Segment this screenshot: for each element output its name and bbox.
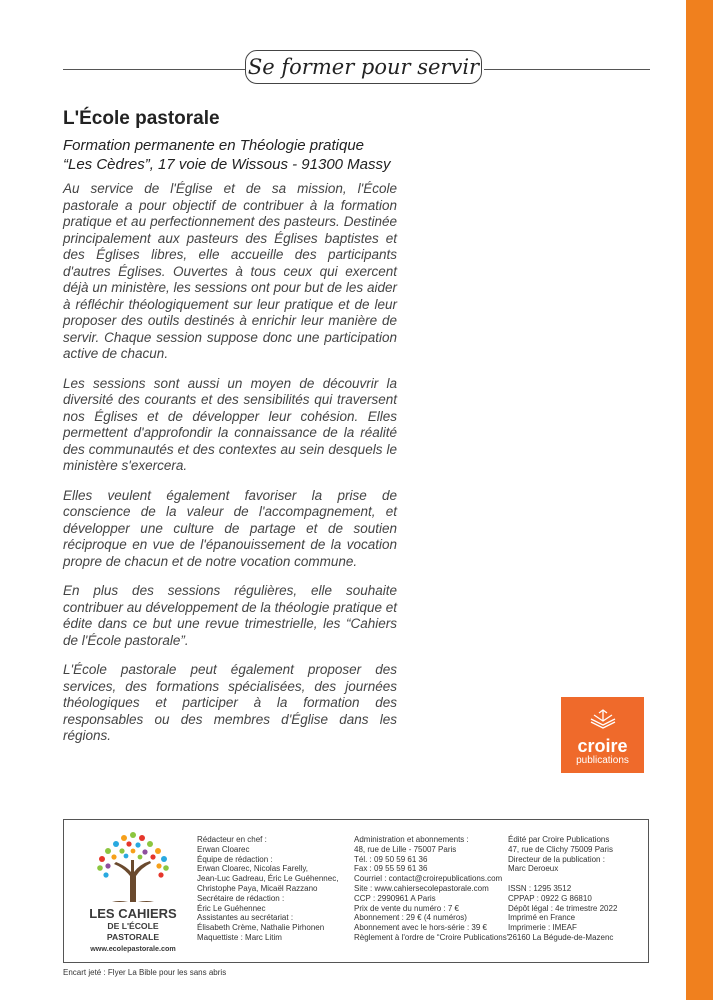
footer-line: Erwan Cloarec (197, 844, 250, 854)
footer-line: Dépôt légal : 4e trimestre 2022 (508, 903, 618, 913)
footer-line: Imprimé en France (508, 913, 576, 923)
tree-icon (84, 826, 182, 902)
cahiers-logo-url: www.ecolepastorale.com (90, 944, 176, 953)
croire-publications-logo (561, 697, 644, 773)
footer-line: 26160 La Bégude-de-Mazenc (508, 932, 614, 942)
footer-line: Secrétaire de rédaction : (197, 893, 285, 903)
footer-line: Fax : 09 55 59 61 36 (354, 864, 428, 874)
paragraph: Elles veulent également favoriser la prise de conscience de la valeur de l'accompagnement, et développer une culture de partage et de soutien réciproque en vue de l'épanouissement de la vocation propre de chacun et de notre vocation commune. (63, 487, 397, 569)
paragraph: Les sessions sont aussi un moyen de découvrir la diversité des courants et des sensibilités qui traversent nos Églises et de développer leur cohésion. Elles permettent d'approfondir la connaissance de la réalité des communautés et des contextes au sein desquels le ministère s'exercera. (63, 375, 397, 473)
header-rule-left (63, 69, 247, 70)
paragraph: En plus des sessions régulières, elle souhaite contribuer au développement de la théologie pratique et édite dans ce but une revue trimestrielle, les “Cahiers de l'École pastorale”. (63, 583, 397, 648)
cahiers-logo (84, 826, 182, 952)
insert-note: Encart jeté : Flyer La Bible pour les sans abris (63, 968, 227, 977)
footer-line: Administration et abonnements : (354, 835, 469, 844)
footer-editorial-column (197, 835, 338, 943)
croire-logo-sub: publications (576, 755, 629, 766)
footer-administration-column (354, 835, 509, 943)
footer-line: Tél. : 09 50 59 61 36 (354, 854, 428, 864)
orange-side-bar (686, 0, 713, 1000)
footer-publisher-column (508, 835, 617, 943)
croire-logo-word: croire (577, 736, 628, 756)
footer-line: Directeur de la publication : (508, 854, 605, 864)
footer-line: CCP : 2990961 A Paris (354, 893, 436, 903)
cahiers-logo-title: LES CAHIERS (89, 906, 177, 921)
footer-line: ISSN : 1295 3512 (508, 883, 572, 893)
footer-line: Jean-Luc Gadreau, Éric Le Guéhennec, (197, 874, 339, 884)
open-book-icon (588, 706, 618, 733)
paragraph: L'École pastorale peut également proposer des services, des formations spécialisées, des journées théologiques et participer à la formation des responsables ou des membres d'Église dans les régions. (63, 662, 397, 743)
footer-line: Équipe de rédaction : (197, 854, 273, 864)
paragraph: Au service de l'Église et de sa mission, l'École pastorale a pour objectif de contribuer à la formation pratique et au perfectionnement des pasteurs. Destinée principalement aux pasteurs des Églises baptistes et des Églises libres, elle accueille des participants d'autres Églises. Ouvertes à tous ceux qui exercent déjà un ministère, les sessions ont pour but de les aider à réfléchir théologiquement sur leur pratique et de leur proposer des outils destinés à enrichir leur manière de servir. Chaque session suppose donc une participation active de chacun. (63, 181, 397, 361)
subtitle (63, 136, 403, 174)
footer-line: Édité par Croire Publications (508, 835, 610, 844)
footer-line: 47, rue de Clichy 75009 Paris (508, 844, 613, 854)
footer-line: Règlement à l'ordre de “Croire Publications” (354, 932, 510, 942)
footer-line: Maquettiste : Marc Litim (197, 932, 282, 942)
footer-line: Imprimerie : IMEAF (508, 923, 577, 933)
header-rule-right (484, 69, 650, 70)
footer-line: Prix de vente du numéro : 7 € (354, 903, 459, 913)
footer-line: CPPAP : 0922 G 86810 (508, 893, 592, 903)
footer-line: Rédacteur en chef : (197, 835, 267, 844)
footer-line: Courriel : contact@croirepublications.com (354, 874, 503, 884)
body-text (63, 181, 397, 758)
footer-line: Christophe Paya, Micaël Razzano (197, 883, 318, 893)
subtitle-line: Formation permanente en Théologie pratique (63, 137, 365, 154)
footer-line: Abonnement avec le hors-série : 39 € (354, 923, 487, 933)
footer-line: Marc Deroeux (508, 864, 559, 874)
footer-line: 48, rue de Lille - 75007 Paris (354, 844, 457, 854)
footer-line: Assistantes au secrétariat : (197, 913, 294, 923)
footer-line: Site : www.cahiersecolepastorale.com (354, 883, 489, 893)
cahiers-logo-subtitle: DE L'ÉCOLE PASTORALE (106, 921, 160, 942)
header-tagline: Se former pour servir (245, 50, 482, 84)
footer-line: Élisabeth Crème, Nathalie Pirhonen (197, 923, 325, 933)
footer-line: Erwan Cloarec, Nicolas Farelly, (197, 864, 308, 874)
footer-line: Abonnement : 29 € (4 numéros) (354, 913, 467, 923)
subtitle-line: “Les Cèdres”, 17 voie de Wissous - 91300 Massy (63, 156, 391, 173)
page-title: L'École pastorale (63, 108, 220, 129)
footer-line: Éric Le Guéhennec (197, 903, 266, 913)
